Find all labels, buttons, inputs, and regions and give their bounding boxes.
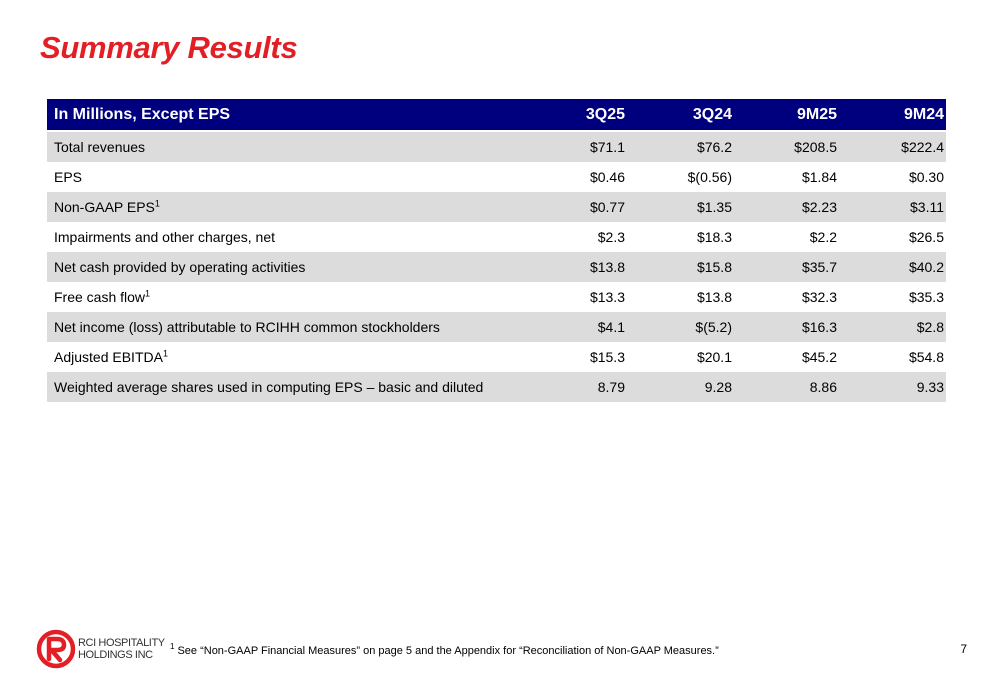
cell-value: $26.5 (839, 222, 946, 252)
cell-value: $2.8 (839, 312, 946, 342)
cell-value: $13.8 (627, 282, 734, 312)
column-header-3q24: 3Q24 (627, 99, 734, 131)
cell-value: $40.2 (839, 252, 946, 282)
cell-value: $2.23 (734, 192, 839, 222)
row-label (47, 342, 527, 372)
table-row (47, 222, 946, 252)
row-label (47, 372, 527, 402)
cell-value: $1.84 (734, 162, 839, 192)
company-logo (36, 627, 165, 671)
footnote-marker: 1 (170, 642, 175, 652)
cell-value: $1.35 (627, 192, 734, 222)
row-label (47, 131, 527, 162)
footnote-marker: 1 (162, 348, 168, 359)
row-label-text: Non-GAAP EPS (54, 199, 155, 215)
row-label-text: Weighted average shares used in computing EPS – basic and diluted (54, 379, 484, 395)
row-label (47, 222, 527, 252)
row-label-text: Impairments and other charges, net (54, 229, 276, 245)
cell-value: $(0.56) (627, 162, 734, 192)
cell-value: $76.2 (627, 131, 734, 162)
logo-line-1: RCI HOSPITALITY (78, 637, 165, 649)
cell-value: $15.3 (527, 342, 627, 372)
logo-line-2: HOLDINGS INC (78, 649, 153, 661)
column-header-9m25: 9M25 (734, 99, 839, 131)
table-row (47, 162, 946, 192)
page-title: Summary Results (40, 30, 298, 65)
cell-value: $32.3 (734, 282, 839, 312)
cell-value: $0.77 (527, 192, 627, 222)
cell-value: $222.4 (839, 131, 946, 162)
row-label (47, 252, 527, 282)
row-label-text: Net income (loss) attributable to RCIHH common stockholders (54, 319, 440, 335)
cell-value: $2.3 (527, 222, 627, 252)
cell-value: $35.3 (839, 282, 946, 312)
cell-value: $71.1 (527, 131, 627, 162)
cell-value: $16.3 (734, 312, 839, 342)
cell-value: 9.28 (627, 372, 734, 402)
cell-value: $20.1 (627, 342, 734, 372)
cell-value: $15.8 (627, 252, 734, 282)
cell-value: $45.2 (734, 342, 839, 372)
cell-value: $35.7 (734, 252, 839, 282)
footnote-text: See “Non-GAAP Financial Measures” on page 5 and the Appendix for “Reconciliation of Non-GAAP Measures.” (177, 645, 719, 657)
logo-wordmark (78, 637, 165, 661)
rci-logo-icon (36, 627, 76, 671)
row-label-text: Adjusted EBITDA (54, 349, 163, 365)
cell-value: $(5.2) (627, 312, 734, 342)
row-label (47, 162, 527, 192)
row-label (47, 312, 527, 342)
table-row (47, 252, 946, 282)
row-label-text: Total revenues (54, 139, 146, 155)
cell-value: $18.3 (627, 222, 734, 252)
row-label-text: Free cash flow (54, 289, 146, 305)
table-row (47, 131, 946, 162)
cell-value: $208.5 (734, 131, 839, 162)
footnote (170, 642, 719, 657)
column-header-label: In Millions, Except EPS (47, 99, 527, 131)
table-row (47, 342, 946, 372)
table-row (47, 282, 946, 312)
table-row (47, 372, 946, 402)
table-row (47, 312, 946, 342)
row-label (47, 282, 527, 312)
table-row (47, 192, 946, 222)
cell-value: $54.8 (839, 342, 946, 372)
cell-value: 9.33 (839, 372, 946, 402)
row-label-text: EPS (54, 169, 83, 185)
cell-value: $3.11 (839, 192, 946, 222)
column-header-9m24: 9M24 (839, 99, 946, 131)
cell-value: $13.8 (527, 252, 627, 282)
page-number: 7 (960, 642, 967, 656)
row-label-text: Net cash provided by operating activities (54, 259, 306, 275)
cell-value: $2.2 (734, 222, 839, 252)
table-header-row (47, 99, 946, 131)
cell-value: $13.3 (527, 282, 627, 312)
cell-value: $4.1 (527, 312, 627, 342)
cell-value: 8.86 (734, 372, 839, 402)
footnote-marker: 1 (154, 198, 160, 209)
column-header-3q25: 3Q25 (527, 99, 627, 131)
cell-value: 8.79 (527, 372, 627, 402)
footnote-marker: 1 (145, 288, 151, 299)
row-label (47, 192, 527, 222)
cell-value: $0.30 (839, 162, 946, 192)
cell-value: $0.46 (527, 162, 627, 192)
summary-results-table (47, 99, 946, 402)
